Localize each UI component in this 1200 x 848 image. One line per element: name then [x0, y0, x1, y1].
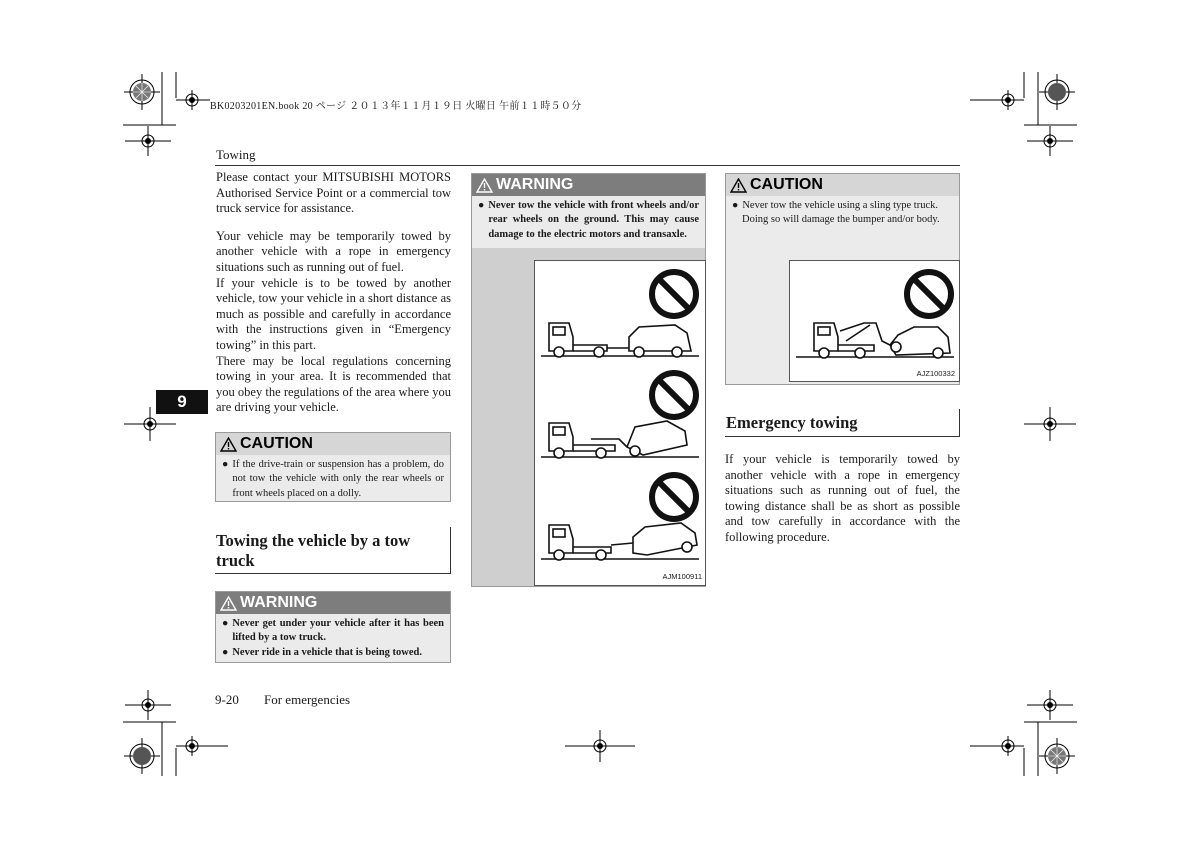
- bullet-icon: ●: [222, 459, 229, 470]
- page-number: 9-20: [215, 692, 239, 707]
- warning-title: WARNING: [240, 594, 318, 611]
- print-file-info: BK0203201EN.book 20 ページ ２０１３年１１月１９日 火曜日 午前１１時５０分: [210, 101, 582, 112]
- warning-triangle-icon: [476, 178, 493, 193]
- figure-code: AJM100911: [662, 572, 702, 581]
- bullet-icon: ●: [478, 200, 485, 211]
- warning-text: Never get under your vehicle after it has been lifted by a tow truck.: [232, 618, 444, 644]
- warning-text: Never ride in a vehicle that is being towed.: [232, 646, 423, 658]
- caution-text: If the drive-train or suspension has a problem, do not tow the vehicle with only the rear wheels or front wheels placed on a dolly.: [232, 459, 444, 499]
- chapter-name: For emergencies: [264, 692, 351, 707]
- list-item: [222, 617, 444, 646]
- warning-triangle-icon: [220, 437, 237, 452]
- caution-title: CAUTION: [750, 176, 823, 193]
- subheading-emergency-towing: Emergency towing: [725, 409, 960, 437]
- caution-body: [726, 196, 959, 234]
- paragraph: If your vehicle is to be towed by another vehicle, tow your vehicle in a short distance as much as possible and carefully in accordance with the instructions given in “Emergency towing” in this part.: [216, 275, 451, 352]
- towing-diagram: [535, 261, 705, 585]
- caution-text: Never tow the vehicle using a sling type truck.: [742, 200, 938, 211]
- warning-body: [216, 614, 450, 666]
- list-item: [222, 646, 444, 660]
- warning-box: [215, 591, 451, 663]
- bullet-icon: ●: [732, 200, 739, 211]
- towing-illustration: [534, 260, 706, 586]
- paragraph: Your vehicle may be temporarily towed by another vehicle with a rope in emergency situations such as running out of fuel.: [216, 228, 451, 274]
- warning-text: Never tow the vehicle with front wheels and/or rear wheels on the ground. This may cause damage to the electric motors and transaxle.: [488, 200, 699, 240]
- sling-truck-illustration: [789, 260, 960, 382]
- warning-body: [472, 196, 705, 248]
- warning-triangle-icon: [730, 178, 747, 193]
- header-rule: [215, 165, 960, 166]
- warning-triangle-icon: [220, 596, 237, 611]
- figure-code: AJZ100332: [916, 369, 955, 378]
- section-title: Towing: [216, 147, 256, 162]
- caution-title: CAUTION: [240, 435, 313, 452]
- list-item: [478, 199, 699, 242]
- list-item: [732, 199, 953, 213]
- caution-body: [216, 455, 450, 507]
- caution-box: [215, 432, 451, 502]
- warning-header: [216, 592, 450, 614]
- bullet-icon: ●: [222, 646, 229, 658]
- sling-truck-diagram: [790, 261, 959, 381]
- list-item: [222, 458, 444, 501]
- chapter-tab: 9: [156, 390, 208, 414]
- intro-paragraph: Please contact your MITSUBISHI MOTORS Authorised Service Point or a commercial tow truck service for assistance.: [216, 170, 451, 216]
- bullet-icon: ●: [222, 618, 229, 629]
- caution-header: [726, 174, 959, 196]
- left-column-text: [216, 170, 451, 416]
- caution-header: [216, 433, 450, 455]
- emergency-towing-text: If your vehicle is temporarily towed by another vehicle with a rope in emergency situations such as running out of fuel, the towing distance shall be as short as possible and tow carefully in accordance with the following procedure.: [725, 452, 960, 544]
- caution-note: Doing so will damage the bumper and/or body.: [742, 214, 940, 226]
- subheading-tow-truck: Towing the vehicle by a tow truck: [215, 527, 451, 574]
- warning-header: [472, 174, 705, 196]
- warning-title: WARNING: [496, 176, 574, 193]
- paragraph: There may be local regulations concerning towing in your area. It is recommended that you obey the regulations of the area where you are driving your vehicle.: [216, 353, 451, 415]
